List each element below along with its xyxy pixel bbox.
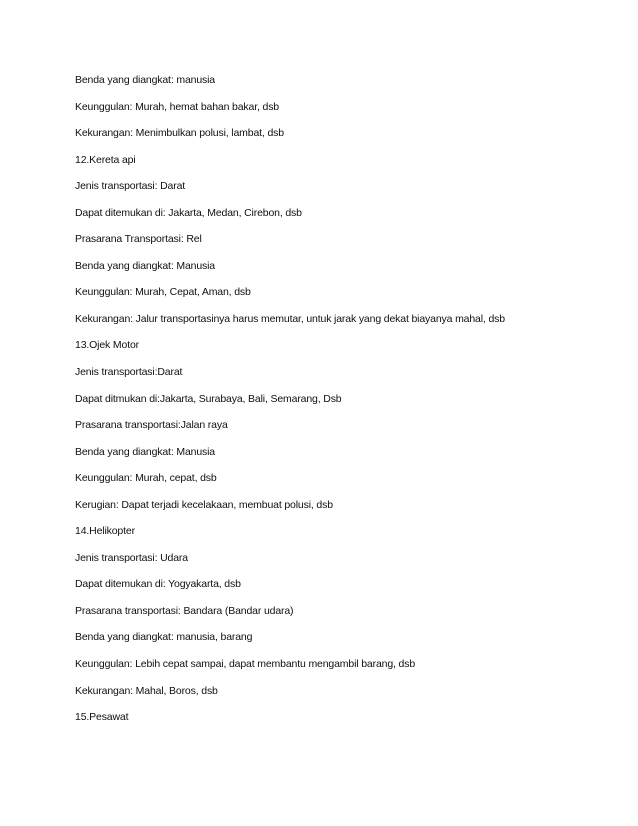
text-line: Benda yang diangkat: manusia xyxy=(75,74,215,86)
text-line: Prasarana Transportasi: Rel xyxy=(75,233,202,246)
text-line: Kekurangan: Mahal, Boros, dsb xyxy=(75,684,218,697)
text-line: Kekurangan: Menimbulkan polusi, lambat, dsb xyxy=(75,127,284,140)
text-line: Kerugian: Dapat terjadi kecelakaan, membuat polusi, dsb xyxy=(75,498,333,511)
text-line: Dapat ditmukan di:Jakarta, Surabaya, Bali, Semarang, Dsb xyxy=(75,392,342,405)
section-heading: 12.Kereta api xyxy=(75,153,136,166)
text-line: Kekurangan: Jalur transportasinya harus memutar, untuk jarak yang dekat biayanya mahal, dsb xyxy=(75,312,505,325)
text-line: Benda yang diangkat: Manusia xyxy=(75,259,215,272)
text-line: Keunggulan: Murah, cepat, dsb xyxy=(75,472,217,485)
text-line: Benda yang diangkat: manusia, barang xyxy=(75,631,253,644)
text-line: Prasarana transportasi: Bandara (Bandar udara) xyxy=(75,604,294,617)
section-heading: 15.Pesawat xyxy=(75,711,129,724)
text-line: Prasarana transportasi:Jalan raya xyxy=(75,419,228,432)
text-line: Dapat ditemukan di: Yogyakarta, dsb xyxy=(75,578,241,591)
text-line: Jenis transportasi: Udara xyxy=(75,551,188,564)
text-line: Benda yang diangkat: Manusia xyxy=(75,445,215,458)
section-heading: 13.Ojek Motor xyxy=(75,339,139,352)
text-line: Jenis transportasi:Darat xyxy=(75,366,183,379)
text-line: Dapat ditemukan di: Jakarta, Medan, Cirebon, dsb xyxy=(75,206,302,219)
text-line: Jenis transportasi: Darat xyxy=(75,180,186,193)
section-heading: 14.Helikopter xyxy=(75,525,135,538)
text-line: Keunggulan: Lebih cepat sampai, dapat membantu mengambil barang, dsb xyxy=(75,658,416,671)
text-line: Keunggulan: Murah, hemat bahan bakar, dsb xyxy=(75,100,279,113)
text-line: Keunggulan: Murah, Cepat, Aman, dsb xyxy=(75,286,251,299)
document-body xyxy=(75,71,615,735)
